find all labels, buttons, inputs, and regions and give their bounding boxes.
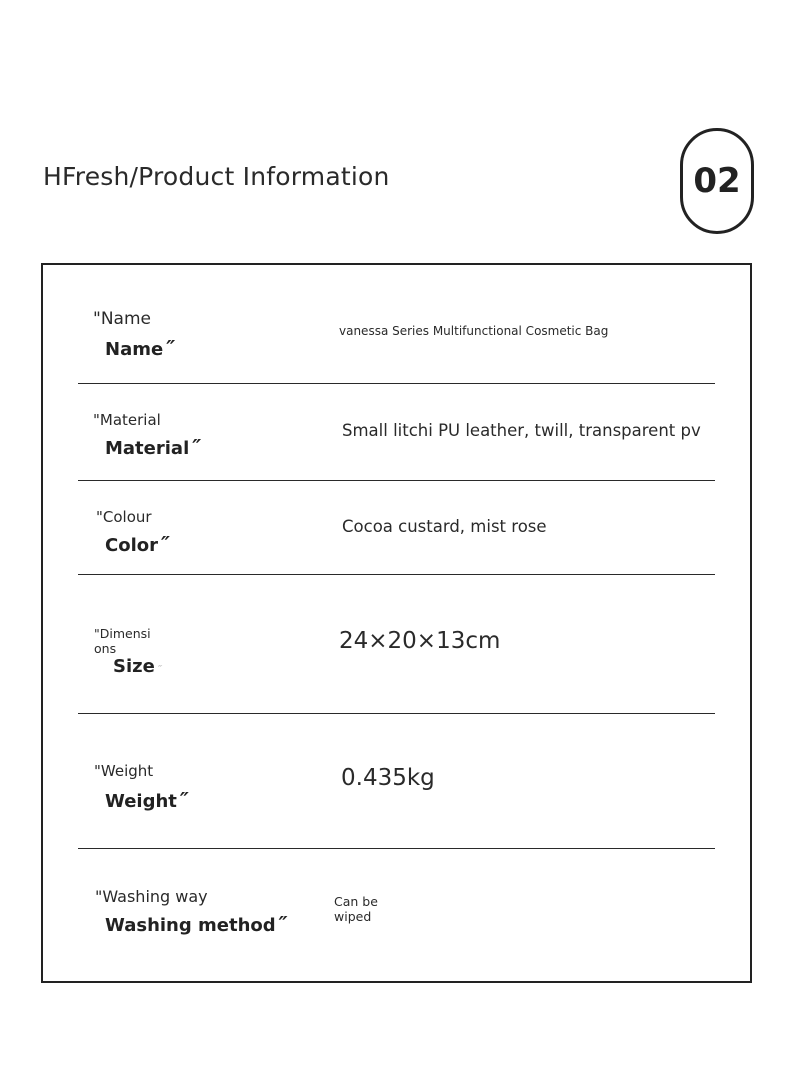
row-divider [78, 574, 715, 575]
washing-value: Can be wiped [334, 894, 378, 924]
dimensions-label-main: Size ″ [113, 656, 163, 677]
weight-value: 0.435kg [341, 765, 435, 791]
weight-label-quote: ″ [179, 788, 189, 812]
washing-label-main: Washing method ″ [105, 912, 288, 936]
name-value: vanessa Series Multifunctional Cosmetic Bag [339, 324, 609, 338]
material-label-quote: ″ [192, 435, 202, 459]
row-divider [78, 480, 715, 481]
row-divider [78, 383, 715, 384]
dimensions-label-top: "Dimensions [94, 626, 151, 656]
material-label-top: "Material [93, 411, 161, 429]
name-label-main: Name ″ [105, 336, 176, 360]
colour-label-main: Color ″ [105, 532, 170, 556]
name-label-quote: ″ [166, 336, 176, 360]
page-number-badge: 02 [680, 128, 754, 234]
dimensions-label-quote: ″ [157, 664, 163, 675]
material-label-main: Material ″ [105, 435, 202, 459]
name-label-top: "Name [93, 309, 151, 329]
row-divider [78, 848, 715, 849]
colour-value: Cocoa custard, mist rose [342, 517, 547, 536]
washing-label-top: "Washing way [95, 887, 208, 906]
row-divider [78, 713, 715, 714]
dimensions-value: 24×20×13cm [339, 628, 501, 654]
colour-label-quote: ″ [161, 532, 170, 556]
material-value: Small litchi PU leather, twill, transparent pv [342, 421, 701, 440]
colour-label-top: "Colour [96, 508, 152, 526]
washing-label-quote: ″ [278, 912, 288, 936]
product-info-card [41, 263, 752, 983]
weight-label-top: "Weight [94, 762, 154, 780]
page-title: HFresh/Product Information [43, 162, 390, 191]
weight-label-main: Weight ″ [105, 788, 189, 812]
